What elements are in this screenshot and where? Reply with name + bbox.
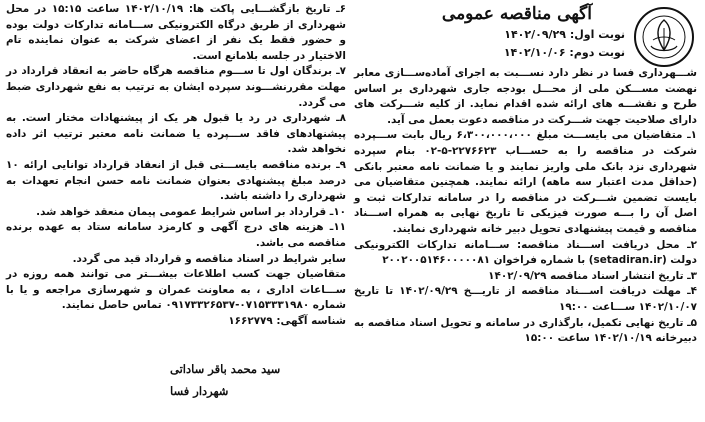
clause-10: ۱۰ـ قرارداد بر اساس شرایط عمومی پیمان منعقد خواهد شد. xyxy=(36,205,346,218)
right-column xyxy=(350,0,705,422)
signatory-name: سید محمد باقر ساداتی xyxy=(170,362,281,376)
clause-9: ۹ـ برنده مناقصه بایســـتی قبل از انعقاد قرارداد توانایی ارائه ۱۰ درصد مبلغ پیشنهادی بعنوان ضمانت نامه حسن انجام تعهدات به شهرداری را داشته باشد. xyxy=(6,158,346,203)
clause-6: ۶ـ تاریخ بازگشـــایی پاکت ها: ۱۴۰۲/۱۰/۱۹ ساعت ۱۵:۱۵ در محل شهرداری از طریق درگاه الکترونیکی ســـامانه تدارکات دولت بوده و حضور فقط یک نفر از اعضای شرکت به عنوان نماینده تام الاختیار در جلسه بلامانع است. xyxy=(6,3,347,62)
clause-3: ۳ـ تاریخ انتشار اسناد مناقصه ۱۴۰۲/۰۹/۲۹ xyxy=(488,269,697,282)
header xyxy=(354,2,697,66)
right-body-text xyxy=(354,66,697,347)
contact-info: متقاضیان جهت کسب اطلاعات بیشـــتر می توانند همه روزه در ســـاعات اداری ، به معاونت عمران و شهرسازی مراجعه و یا با شماره ۰۷۱۵۳۳۳۱۹۸۰-۰۹۱۷۳۳۲۶۵۳۷ تماس حاصل نمایند. xyxy=(6,268,346,312)
municipality-logo xyxy=(633,6,695,68)
clause-4: ۴ـ مهلت دریافت اســـناد مناقصه از تاریـــخ ۱۴۰۲/۰۹/۲۹ تا تاریخ ۱۴۰۲/۱۰/۰۷ ســـاعت ۱۹:۰۰ xyxy=(354,285,697,313)
left-column xyxy=(0,0,350,422)
first-publication-date: نوبت اول: ۱۴۰۲/۰۹/۲۹ xyxy=(504,28,625,41)
clause-7: ۷ـ برندگان اول تا ســـوم مناقصه هرگاه حاضر به انعقاد قرارداد در مهلت مقررنشـــوند سپرده ایشان به ترتیب به نفع شهرداری ضبط می گردد. xyxy=(6,65,346,109)
other-conditions: سایر شرایط در اسناد مناقصه و قرارداد قید می گردد. xyxy=(72,252,346,265)
signatory-role: شهردار فسا xyxy=(170,384,229,398)
clause-1: ۱ـ متقاضیان می بایســـت مبلغ ۶،۳۰۰،۰۰۰،۰۰۰ ریال بابت ســـپرده شرکت در مناقصه را به حســـاب ۲۲۷۶۶۲۳-۵-۰۲ بنام سپرده شهرداری نزد بانک ملی واریز نمایند و یا ضمانت نامه معتبر بانکی (حداقل مدت اعتبار سه ماهه) ارائه نمایند. همچنین متقاضیان می بایست تضمین شـــرکت در مناقصه را در سامانه تدارکات ثبت و اصل آن را بـــه صورت فیزیکی تا تاریخ نهایی به همراه اســـناد مناقصه و قیمت پیشنهادی تحویل دبیر خانه شهرداری نمایند. xyxy=(354,129,697,235)
notice-id: شناسه آگهی: ۱۶۶۲۷۷۹ xyxy=(228,314,346,327)
clause-11: ۱۱ـ هزینه های درج آگهی و کارمزد سامانه ستاد به عهده برنده مناقصه می باشد. xyxy=(6,221,346,249)
left-body-text xyxy=(6,2,346,329)
intro-paragraph: شـــهرداری فسا در نظر دارد نســـبت به اجرای آماده‌ســـازی معابر نهضت مســـکن ملی از محـــل بودجه جاری شهرداری بر اساس طرح و نقشـــه های ارائه شده اقدام نماید. از کلیه شـــرکت های دارای صلاحیت جهت شـــرکت در مناقصه دعوت بعمل می آید. xyxy=(354,67,697,126)
clause-2: ۲ـ محل دریافت اســـناد مناقصه: ســـامانه تدارکات الکترونیکی دولت (setadiran.ir) با شماره فراخوان ۲۰۰۲۰۰۵۱۴۶۰۰۰۰۰۸۱ xyxy=(354,238,697,267)
clause-5: ۵ـ تاریخ نهایی تکمیل، بارگذاری در سامانه و تحویل اسناد مناقصه به دبیرخانه ۱۴۰۲/۱۰/۱۹ ساعت ۱۵:۰۰ xyxy=(354,316,697,345)
notice-title: آگهی مناقصه عمومی xyxy=(441,4,592,24)
clause-8: ۸ـ شهرداری در رد یا قبول هر یک از پیشنهادات مختار است. به پیشنهادهای فاقد ســـپرده یا ضمانت نامه معتبر ترتیب اثر داده نخواهد شد. xyxy=(6,112,346,156)
second-publication-date: نوبت دوم: ۱۴۰۲/۱۰/۰۶ xyxy=(503,46,625,59)
